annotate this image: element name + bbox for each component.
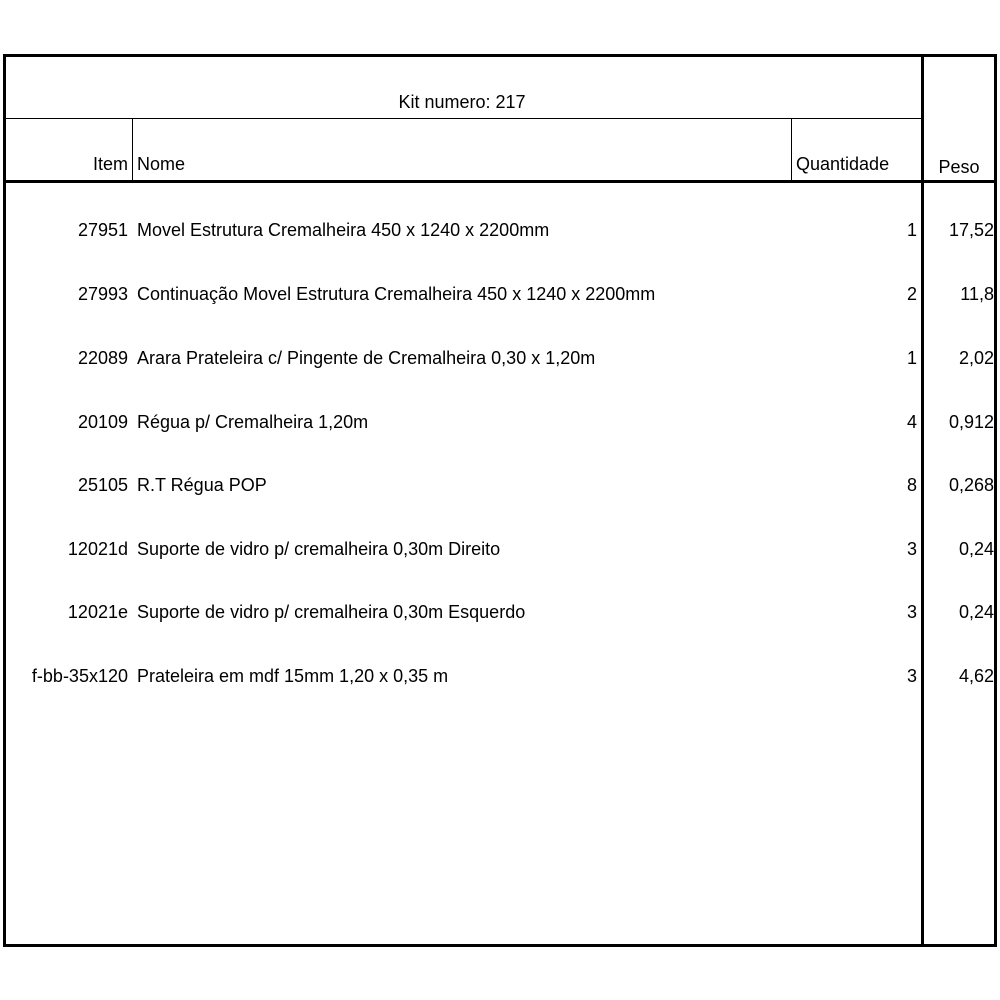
row-nome: R.T Régua POP xyxy=(137,475,267,495)
kit-title: Kit numero: 217 xyxy=(398,92,526,112)
row-quantidade: 2 xyxy=(906,284,917,304)
row-item: 27993 xyxy=(77,284,128,304)
border-left xyxy=(3,54,6,947)
header-quantidade: Quantidade xyxy=(796,154,890,174)
header-nome: Nome xyxy=(137,154,186,174)
row-quantidade: 4 xyxy=(906,412,917,432)
row-item: f-bb-35x120 xyxy=(31,666,128,686)
row-quantidade: 1 xyxy=(906,348,917,368)
table-row xyxy=(3,538,997,562)
row-peso: 17,52 xyxy=(948,220,994,240)
row-peso: 11,8 xyxy=(960,284,994,304)
nome-quantidade-divider xyxy=(791,118,792,181)
table-row xyxy=(3,219,997,243)
row-item: 25105 xyxy=(77,475,128,495)
row-item: 12021e xyxy=(67,602,128,622)
row-quantidade: 3 xyxy=(906,666,917,686)
row-quantidade: 3 xyxy=(906,539,917,559)
header-divider xyxy=(3,180,997,183)
table-row xyxy=(3,601,997,625)
row-nome: Suporte de vidro p/ cremalheira 0,30m Esquerdo xyxy=(137,602,526,622)
row-peso: 0,912 xyxy=(948,412,994,432)
row-item: 12021d xyxy=(67,539,128,559)
title-divider xyxy=(3,118,921,119)
header-item: Item xyxy=(92,154,128,174)
row-quantidade: 1 xyxy=(906,220,917,240)
row-item: 22089 xyxy=(77,348,128,368)
row-peso: 0,268 xyxy=(948,475,994,495)
border-right xyxy=(994,54,997,947)
header-peso: Peso xyxy=(938,157,980,177)
table-row xyxy=(3,474,997,498)
row-item: 27951 xyxy=(77,220,128,240)
table-row xyxy=(3,411,997,435)
border-bottom xyxy=(3,944,997,947)
row-nome: Arara Prateleira c/ Pingente de Cremalheira 0,30 x 1,20m xyxy=(137,348,596,368)
row-nome: Prateleira em mdf 15mm 1,20 x 0,35 m xyxy=(137,666,449,686)
row-peso: 4,62 xyxy=(958,666,994,686)
item-nome-divider xyxy=(132,118,133,181)
peso-divider xyxy=(921,54,924,947)
row-peso: 2,02 xyxy=(958,348,994,368)
row-peso: 0,24 xyxy=(958,539,994,559)
row-nome: Movel Estrutura Cremalheira 450 x 1240 x 2200mm xyxy=(137,220,550,240)
row-quantidade: 3 xyxy=(906,602,917,622)
row-item: 20109 xyxy=(77,412,128,432)
row-nome: Régua p/ Cremalheira 1,20m xyxy=(137,412,369,432)
table-row xyxy=(3,665,997,689)
row-nome: Suporte de vidro p/ cremalheira 0,30m Direito xyxy=(137,539,501,559)
kit-sheet xyxy=(3,54,997,947)
row-nome: Continuação Movel Estrutura Cremalheira 450 x 1240 x 2200mm xyxy=(137,284,656,304)
row-quantidade: 8 xyxy=(906,475,917,495)
table-row xyxy=(3,347,997,371)
row-peso: 0,24 xyxy=(958,602,994,622)
table-row xyxy=(3,283,997,307)
border-top xyxy=(3,54,997,57)
